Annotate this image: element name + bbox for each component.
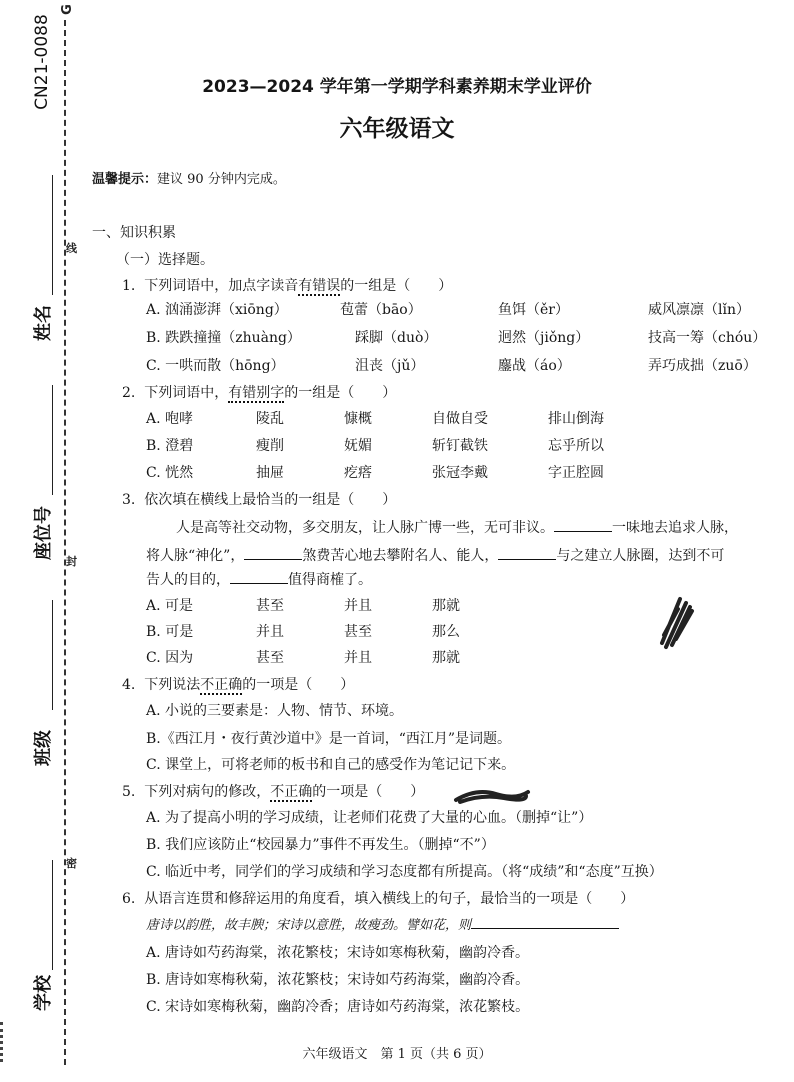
q4-stem-a: 下列说法: [144, 677, 201, 693]
page-footer: 六年级语文 第 1 页（共 6 页）: [302, 1047, 492, 1062]
q6-option-a[interactable]: A. 唐诗如芍药海棠，浓花繁枝；宋诗如寒梅秋菊，幽韵冷香。: [146, 945, 530, 961]
q3-number: 3.: [122, 492, 136, 508]
q1-a-2: 苞蕾（bāo）: [340, 302, 422, 318]
q2-c-3: 疙瘩: [344, 465, 372, 481]
q1-a-1[interactable]: A. 汹涌澎湃（xiōng）: [146, 302, 288, 318]
q3-blank-4[interactable]: [230, 569, 288, 584]
q6-option-c[interactable]: C. 宋诗如寒梅秋菊，幽韵冷香；唐诗如芍药海棠，浓花繁枝。: [146, 999, 530, 1015]
name-label: 姓名: [33, 305, 54, 341]
q5-option-b[interactable]: B. 我们应该防止“校园暴力”事件不再发生。（删掉“不”）: [146, 837, 495, 853]
tip-label: 温馨提示：: [92, 172, 158, 187]
seat-label: 座位号: [33, 506, 54, 560]
q1-stem-c: 的一组是（ ）: [340, 278, 453, 294]
q4-stem: [122, 674, 354, 694]
q1-stem: [122, 275, 452, 295]
q3-passage-2c: 与之建立人脉圈，达到不可: [556, 548, 725, 564]
q4-number: 4.: [122, 677, 136, 693]
q3-a-4: 那就: [432, 598, 460, 614]
q6-answer-blank[interactable]: [471, 914, 619, 929]
cut-mark-mi: 密: [66, 857, 77, 870]
q3-a-3: 并且: [344, 598, 372, 614]
q4-option-c[interactable]: C. 课堂上，可将老师的板书和自己的感受作为笔记记下来。: [146, 757, 516, 773]
q2-b-1[interactable]: B. 澄碧: [146, 438, 194, 454]
q3-passage-line-1: [176, 517, 738, 537]
q3-c-4: 那就: [432, 650, 460, 666]
school-blank-line[interactable]: [52, 860, 53, 970]
part-heading: （一）选择题。: [116, 252, 214, 268]
q3-passage-3a: 告人的目的，: [146, 572, 230, 588]
q1-b-1[interactable]: B. 跌跌撞撞（zhuàng）: [146, 330, 301, 346]
q2-a-5: 排山倒海: [548, 411, 604, 427]
q1-c-4: 弄巧成拙（zuō）: [648, 358, 757, 374]
q2-stem-a: 下列词语中，: [144, 385, 229, 401]
code-marker: G: [59, 4, 75, 15]
q2-b-4: 斩钉截铁: [432, 438, 488, 454]
q3-passage-2b: 煞费苦心地去攀附名人、能人，: [302, 548, 499, 564]
tip-text: 建议 90 分钟内完成。: [157, 172, 286, 187]
q2-c-2: 抽屉: [256, 465, 284, 481]
q3-blank-3[interactable]: [498, 545, 556, 560]
q2-a-1[interactable]: A. 咆哮: [146, 411, 194, 427]
q2-number: 2.: [122, 385, 136, 401]
tip: [92, 168, 286, 187]
q5-option-c[interactable]: C. 临近中考，同学们的学习成绩和学习态度都有所提高。（将“成绩”和“态度”互换）: [146, 864, 663, 880]
q3-a-2: 甚至: [256, 598, 284, 614]
class-label: 班级: [33, 730, 54, 766]
q3-passage-3b: 值得商榷了。: [288, 572, 372, 588]
q2-stem-c: 的一组是（ ）: [284, 385, 397, 401]
q3-stem-text: 依次填在横线上最恰当的一组是（ ）: [144, 492, 397, 508]
q6-number: 6.: [122, 891, 136, 907]
cut-mark-xian: 线: [66, 242, 77, 255]
name-blank-line[interactable]: [52, 175, 53, 295]
q2-b-5: 忘乎所以: [548, 438, 604, 454]
q5-stem: [122, 781, 424, 801]
q1-c-3: 鏖战（áo）: [498, 358, 571, 374]
q6-stem: [122, 888, 634, 908]
q3-b-2: 并且: [256, 624, 284, 640]
q1-b-3: 迥然（jiǒng）: [498, 330, 590, 346]
q3-blank-2[interactable]: [244, 545, 302, 560]
q2-c-1[interactable]: C. 恍然: [146, 465, 194, 481]
exam-subject: 六年级语文: [339, 116, 455, 142]
q4-stem-emphasis: 不正确: [200, 677, 243, 693]
q1-stem-emphasis: 有错误: [298, 278, 341, 294]
q3-c-3: 并且: [344, 650, 372, 666]
pen-scribble-mark: [650, 595, 700, 655]
q5-stem-c: 的一项是（ ）: [312, 784, 425, 800]
q1-a-3: 鱼饵（ěr）: [498, 302, 569, 318]
q6-option-b[interactable]: B. 唐诗如寒梅秋菊，浓花繁枝；宋诗如芍药海棠，幽韵冷香。: [146, 972, 530, 988]
q1-c-2: 沮丧（jǔ）: [355, 358, 425, 374]
q3-a-1[interactable]: A. 可是: [146, 598, 194, 614]
q2-a-2: 陵乱: [256, 411, 284, 427]
q1-b-4: 技高一筹（chóu）: [648, 330, 767, 346]
exam-code: CN21-0088: [32, 14, 52, 110]
seat-blank-line[interactable]: [52, 385, 53, 495]
q1-number: 1.: [122, 278, 136, 294]
q2-b-3: 妩媚: [344, 438, 372, 454]
q4-option-a[interactable]: A. 小说的三要素是：人物、情节、环境。: [146, 703, 404, 719]
q6-prompt-line: [146, 914, 619, 933]
q4-option-b[interactable]: B.《西江月・夜行黄沙道中》是一首词，“西江月”是词题。: [146, 731, 512, 747]
q3-c-1[interactable]: C. 因为: [146, 650, 194, 666]
q2-stem: [122, 382, 396, 402]
q2-b-2: 瘦削: [256, 438, 284, 454]
q1-stem-a: 下列词语中，加点字读音: [144, 278, 299, 294]
pen-scribble-line: [452, 784, 532, 808]
q5-stem-emphasis: 不正确: [270, 784, 313, 800]
class-blank-line[interactable]: [52, 600, 53, 710]
q3-c-2: 甚至: [256, 650, 284, 666]
q2-stem-emphasis: 有错别字: [228, 385, 285, 401]
exam-title: 2023—2024 学年第一学期学科素养期末学业评价: [202, 77, 592, 97]
q1-a-4: 威风凛凛（lǐn）: [648, 302, 750, 318]
q5-number: 5.: [122, 784, 136, 800]
q2-c-4: 张冠李戴: [432, 465, 488, 481]
q3-b-3: 甚至: [344, 624, 372, 640]
q3-passage-2a: 将人脉“神化”，: [146, 548, 245, 564]
q3-passage-1: 人是高等社交动物，多交朋友，让人脉广博一些，无可非议。: [176, 520, 554, 536]
binding-dashed-line: [64, 20, 66, 1065]
section-heading: 一、知识积累: [92, 225, 176, 241]
q6-stem-text: 从语言连贯和修辞运用的角度看，填入横线上的句子，最恰当的一项是（ ）: [144, 891, 635, 907]
q5-stem-a: 下列对病句的修改，: [144, 784, 271, 800]
q6-prompt: 唐诗以韵胜，故丰腴；宋诗以意胜，故瘦劲。譬如花，则: [146, 918, 472, 933]
q2-a-3: 慷概: [344, 411, 372, 427]
q3-passage-line-3: [146, 569, 372, 589]
q3-b-1[interactable]: B. 可是: [146, 624, 194, 640]
q2-c-5: 字正腔圆: [548, 465, 604, 481]
q3-blank-1[interactable]: [554, 517, 612, 532]
q4-stem-c: 的一项是（ ）: [242, 677, 355, 693]
q3-passage-1b: 一味地去追求人脉，: [612, 520, 738, 536]
q3-b-4: 那么: [432, 624, 460, 640]
cut-mark-feng: 封: [66, 555, 77, 568]
school-label: 学校: [33, 975, 54, 1011]
q3-passage-line-2: [146, 545, 724, 565]
q3-stem: [122, 489, 396, 509]
q5-option-a[interactable]: A. 为了提高小明的学习成绩，让老师们花费了大量的心血。（删掉“让”）: [146, 810, 593, 826]
q1-c-1[interactable]: C. 一哄而散（hōng）: [146, 358, 285, 374]
q2-a-4: 自做自受: [432, 411, 488, 427]
q1-b-2: 踩脚（duò）: [355, 330, 438, 346]
